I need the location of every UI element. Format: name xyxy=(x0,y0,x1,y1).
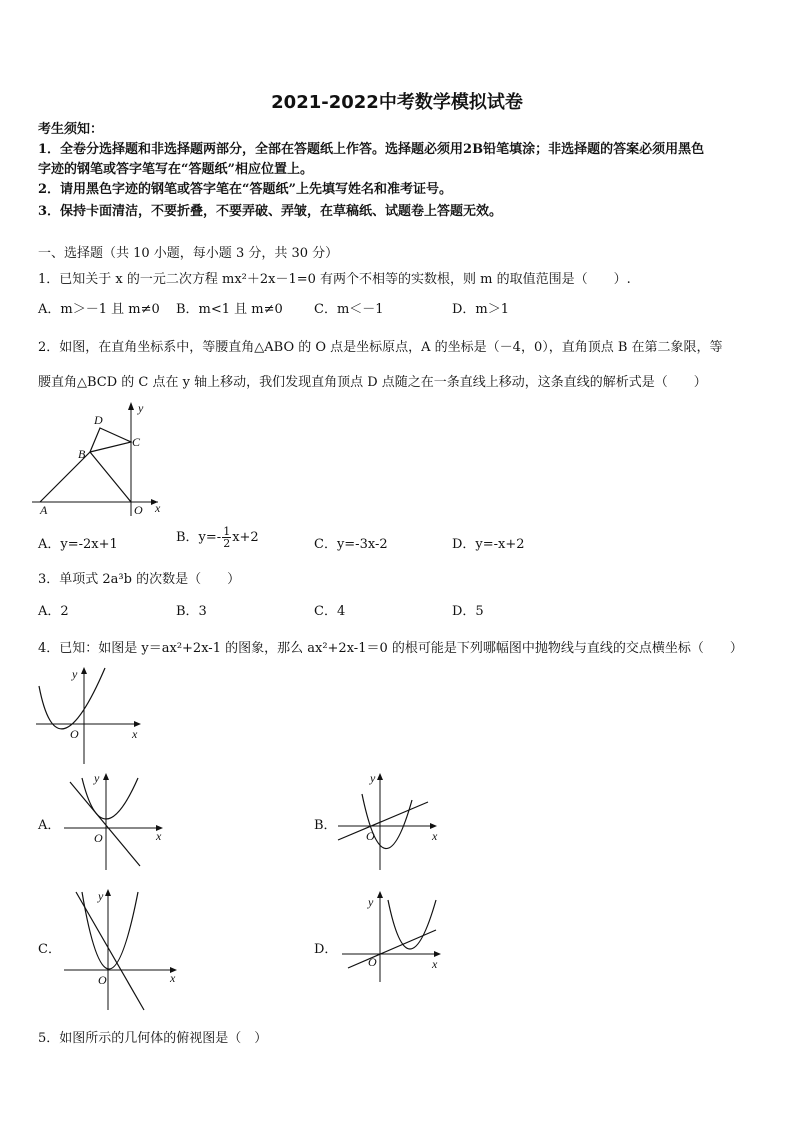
question-2-stem-line2: 腰直角△BCD 的 C 点在 y 轴上移动，我们发现直角顶点 D 点随之在一条直线上移动，这条直线的解析式是（ ） xyxy=(38,375,707,390)
axis-y: y xyxy=(368,895,374,909)
q2-option-a: A．y=-2x+1 xyxy=(38,537,118,552)
axis-origin: O xyxy=(94,831,103,845)
question-2-stem-line1: 2．如图，在直角坐标系中，等腰直角△ABO 的 O 点是坐标原点，A 的坐标是（－4，0），直角顶点 B 在第二象限，等 xyxy=(38,340,723,355)
axis-origin: O xyxy=(366,829,375,843)
q4-option-a-graph xyxy=(62,770,172,870)
label-b: B xyxy=(78,447,86,461)
q4-option-d: D． xyxy=(314,942,338,957)
axis-y: y xyxy=(94,771,100,785)
q2-option-b-suffix: x+2 xyxy=(232,530,259,545)
notice-item-3: 3．保持卡面清洁，不要折叠，不要弄破、弄皱，在草稿纸、试题卷上答题无效。 xyxy=(38,204,503,219)
label-d: D xyxy=(94,413,103,427)
q1-option-b: B．m<1 且 m≠0 xyxy=(176,302,283,317)
q4-option-a: A． xyxy=(38,818,61,833)
q2-option-b xyxy=(176,526,259,549)
q3-option-a: A．2 xyxy=(38,604,69,619)
axis-x: x xyxy=(170,971,176,985)
fraction xyxy=(222,526,231,549)
q3-option-b: B．3 xyxy=(176,604,207,619)
axis-y: y xyxy=(72,667,78,681)
q4-option-d-graph xyxy=(340,888,450,984)
q1-option-d: D．m＞1 xyxy=(452,302,510,317)
fraction-denominator: 2 xyxy=(223,537,231,550)
q3-option-c: C．4 xyxy=(314,604,346,619)
notice-item-2: 2．请用黑色字迹的钢笔或答字笔在“答题纸”上先填写姓名和准考证号。 xyxy=(38,182,453,197)
q4-option-b: B． xyxy=(314,818,337,833)
axis-y: y xyxy=(370,771,376,785)
notice-item-1: 1．全卷分选择题和非选择题两部分，全部在答题纸上作答。选择题必须用2B铅笔填涂；非选择题的答案必须用黑色 xyxy=(38,142,705,157)
q4-option-b-graph xyxy=(336,770,446,870)
axis-origin: O xyxy=(70,727,79,741)
q4-main-graph xyxy=(34,664,144,764)
label-y: y xyxy=(138,401,144,415)
section-heading: 一、选择题（共 10 小题，每小题 3 分，共 30 分） xyxy=(38,246,339,261)
fraction-numerator: 1 xyxy=(223,525,231,538)
q2-figure xyxy=(30,398,170,518)
q4-option-c-graph xyxy=(62,886,182,1012)
q1-option-a: A．m＞－1 且 m≠0 xyxy=(38,302,160,317)
axis-x: x xyxy=(432,829,438,843)
q2-option-d: D．y=-x+2 xyxy=(452,537,525,552)
notice-heading: 考生须知： xyxy=(38,122,104,137)
axis-origin: O xyxy=(98,973,107,987)
question-5-stem: 5．如图所示的几何体的俯视图是（ ） xyxy=(38,1031,268,1046)
q2-option-c: C．y=-3x-2 xyxy=(314,537,388,552)
q4-option-c: C． xyxy=(38,942,61,957)
q3-option-d: D．5 xyxy=(452,604,484,619)
label-a: A xyxy=(40,503,48,517)
label-c: C xyxy=(132,435,141,449)
axis-origin: O xyxy=(368,955,377,969)
page-title: 2021-2022中考数学模拟试卷 xyxy=(271,92,523,113)
axis-x: x xyxy=(156,829,162,843)
question-3-stem: 3．单项式 2a³b 的次数是（ ） xyxy=(38,572,241,587)
q2-option-b-prefix: B．y=- xyxy=(176,530,222,545)
axis-x: x xyxy=(132,727,138,741)
q1-option-c: C．m＜－1 xyxy=(314,302,384,317)
axis-x: x xyxy=(432,957,438,971)
axis-y: y xyxy=(98,889,104,903)
question-1-stem: 1．已知关于 x 的一元二次方程 mx²＋2x－1=0 有两个不相等的实数根，则 m 的取值范围是（ ）. xyxy=(38,272,631,287)
label-o: O xyxy=(134,503,143,517)
label-x: x xyxy=(155,501,161,515)
question-4-stem: 4．已知：如图是 y＝ax²+2x-1 的图象，那么 ax²+2x-1＝0 的根可能是下列哪幅图中抛物线与直线的交点横坐标（ ） xyxy=(38,641,743,656)
notice-item-1-cont: 字迹的钢笔或答字笔写在“答题纸”相应位置上。 xyxy=(38,162,313,177)
